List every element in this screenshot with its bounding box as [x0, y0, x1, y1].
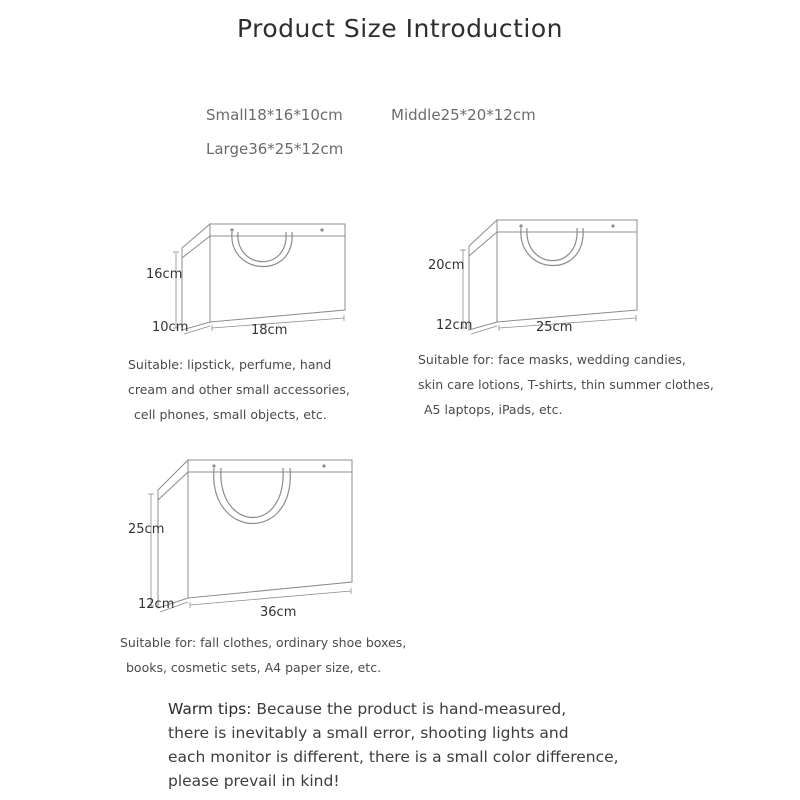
bag-figure-large [140, 430, 370, 620]
size-summary-large-name: Large [206, 140, 249, 158]
bag-middle-height-label: 20cm [428, 258, 465, 273]
bag-figure-small [170, 200, 360, 340]
bag-small-caption-line-3: cell phones, small objects, etc. [134, 407, 327, 422]
warm-tips-line-2: there is inevitably a small error, shooting lights and [168, 724, 569, 742]
size-summary-middle [391, 106, 536, 124]
warm-tips-lead: Warm tips: [168, 700, 252, 718]
bag-small-caption-line-1: Suitable: lipstick, perfume, hand [128, 357, 332, 372]
size-summary-small-dims: 18*16*10cm [247, 106, 343, 124]
bag-middle-caption-line-1: Suitable for: face masks, wedding candies, [418, 352, 686, 367]
bag-middle-caption-line-2: skin care lotions, T-shirts, thin summer clothes, [418, 377, 714, 392]
bag-illustration-middle [455, 198, 655, 340]
bag-small-width-label: 18cm [251, 323, 288, 338]
size-summary-middle-dims: 25*20*12cm [440, 106, 536, 124]
bag-small-caption-line-2: cream and other small accessories, [128, 382, 350, 397]
size-summary-small-name: Small [206, 106, 248, 124]
bag-small-caption [128, 352, 350, 427]
size-summary-large [206, 140, 343, 158]
bag-large-height-label: 25cm [128, 522, 165, 537]
bag-large-caption [120, 630, 406, 680]
warm-tips [168, 697, 768, 793]
bag-small-height-label: 16cm [146, 267, 183, 282]
bag-large-depth-label: 12cm [138, 597, 175, 612]
warm-tips-line-3: each monitor is different, there is a small color difference, [168, 748, 619, 766]
bag-illustration-large [140, 430, 370, 620]
size-summary-large-dims: 36*25*12cm [248, 140, 344, 158]
page-title: Product Size Introduction [236, 14, 564, 43]
size-summary-small [206, 106, 343, 124]
bag-middle-caption [418, 347, 714, 422]
size-summary-middle-name: Middle [391, 106, 441, 124]
bag-small-depth-label: 10cm [152, 320, 189, 335]
bag-middle-caption-line-3: A5 laptops, iPads, etc. [424, 402, 563, 417]
warm-tips-line-4: please prevail in kind! [168, 772, 340, 790]
bag-middle-depth-label: 12cm [436, 318, 473, 333]
bag-illustration-small [170, 200, 360, 340]
bag-large-width-label: 36cm [260, 605, 297, 620]
bag-middle-width-label: 25cm [536, 320, 573, 335]
bag-figure-middle [455, 198, 655, 340]
bag-large-caption-line-2: books, cosmetic sets, A4 paper size, etc. [126, 660, 382, 675]
warm-tips-line-1: Because the product is hand-measured, [251, 700, 567, 718]
bag-large-caption-line-1: Suitable for: fall clothes, ordinary shoe boxes, [120, 635, 407, 650]
